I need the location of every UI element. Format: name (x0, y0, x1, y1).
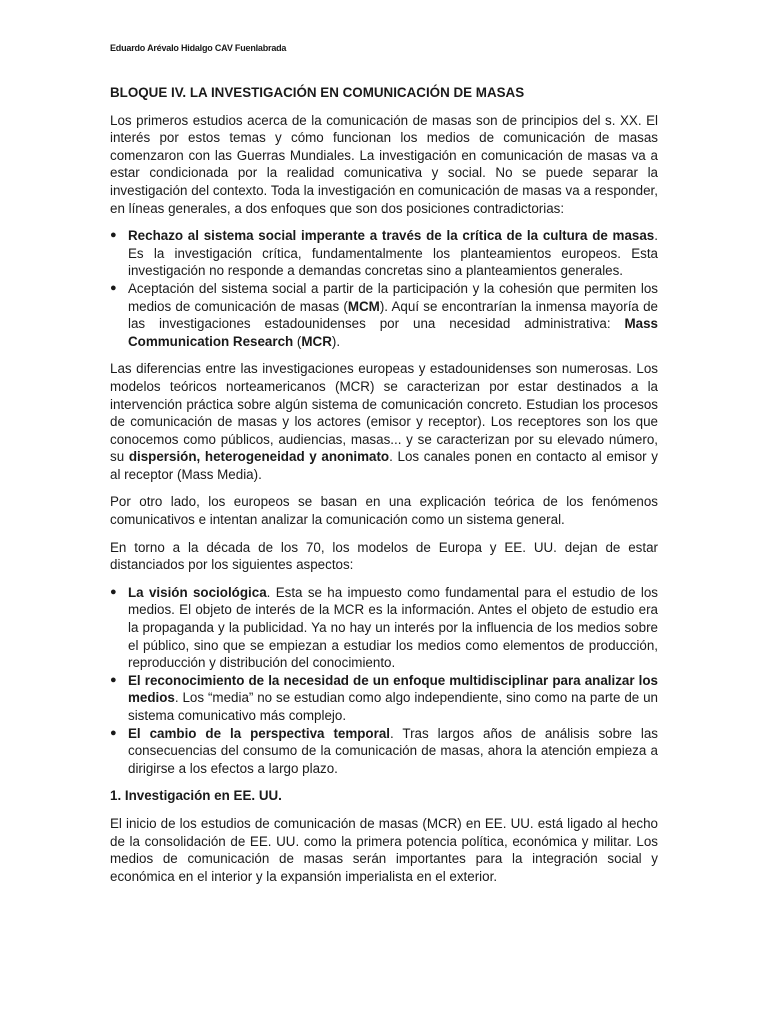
europeans-paragraph: Por otro lado, los europeos se basan en una explicación teórica de los fenómenos comunicativos e intentan analizar la comunicación como un sistema general. (110, 494, 658, 528)
document-body (110, 84, 658, 895)
item-text: ). (331, 333, 341, 349)
bullet-icon: ● (110, 229, 117, 242)
item-text: Aceptación del sistema social a partir de la participación y la cohesión que permiten los medios de comunicación de masas ( (128, 280, 658, 314)
section-paragraph: El inicio de los estudios de comunicación de masas (MCR) en EE. UU. está ligado al hecho de la consolidación de EE. UU. como la primera potencia política, económica y militar. Los medios de comunicación de masas serán importantes para la integración social y económica en el interior y la expansión imperialista en el exterior. (110, 815, 658, 884)
bold-text: dispersión, heterogeneidad y anonimato (128, 449, 390, 465)
page-header-author: Eduardo Arévalo Hidalgo CAV Fuenlabrada (110, 43, 287, 53)
document-title: BLOQUE IV. LA INVESTIGACIÓN EN COMUNICACIÓN DE MASAS (110, 85, 525, 100)
intro-paragraph: Los primeros estudios acerca de la comunicación de masas son de principios del s. XX. El interés por estos temas y cómo funcionan los medios de comunicación de masas comenzaron con las Guerras Mundiales. La investigación en comunicación de masas va a estar condicionada por la realidad comunicativa y social. No se puede separar la investigación del contexto. Toda la investigación en comunicación de masas va a responder, en líneas generales, a dos enfoques que son dos posiciones contradictorias: (110, 112, 658, 216)
bold-text: El reconocimiento de la necesidad de un enfoque multidisciplinar para analizar los medios (128, 672, 658, 706)
list-item (110, 280, 658, 350)
bold-text: Mass Communication Research (128, 316, 658, 349)
list-item (110, 672, 658, 725)
list-item (110, 227, 658, 280)
bullet-icon: ● (110, 281, 117, 294)
item-text: ). Aquí se encontrarían la inmensa mayoría de las investigaciones estadounidenses por una necesidad administrativa: (128, 298, 658, 332)
item-text: . Los “media” no se estudian como algo independiente, sino como na parte de un sistema comunicativo más complejo. (128, 690, 658, 723)
paragraph-text: Las diferencias entre las investigaciones europeas y estadounidenses son numerosas. Los modelos teóricos norteamericanos (MCR) se caracterizan por estar destinados a la intervención práctica sobre algún sistema de comunicación concreto. Estudian los procesos de comunicación de masas y los actores (emisor y receptor). Los receptores son los que conocemos como públicos, audiencias, masas... y se caracterizan por su elevado número, su (110, 361, 658, 465)
item-text: . Es la investigación crítica, fundamentalmente los planteamientos europeos. Esta investigación no responde a demandas concretas sino a planteamientos generales. (128, 228, 658, 279)
list-item (110, 725, 658, 778)
bullet-icon: ● (110, 673, 117, 686)
section-heading: 1. Investigación en EE. UU. (110, 788, 282, 804)
bold-text: El cambio de la perspectiva temporal (128, 725, 390, 741)
aspects-list (110, 584, 658, 778)
seventies-paragraph: En torno a la década de los 70, los modelos de Europa y EE. UU. dejan de estar distanciados por los siguientes aspectos: (110, 539, 658, 573)
bullet-icon: ● (110, 726, 117, 739)
bold-text: La visión sociológica (128, 584, 267, 600)
list-item (110, 584, 658, 672)
bold-text: MCM (347, 298, 380, 314)
bold-text: Rechazo al sistema social imperante a través de la crítica de la cultura de masas (128, 228, 655, 244)
item-text: . Esta se ha impuesto como fundamental para el estudio de los medios. El objeto de interés de la MCR es la información. Antes el objeto de estudio era la propaganda y la publicidad. Ya no hay un interés por la influencia de los medios sobre el público, sino que se empiezan a estudiar los medios como elementos de producción, reproducción y distribución del conocimiento. (128, 584, 659, 671)
bold-text: MCR (301, 333, 332, 349)
approaches-list (110, 227, 658, 350)
item-text: ( (293, 333, 302, 349)
bullet-icon: ● (110, 585, 117, 598)
differences-paragraph (110, 360, 658, 483)
paragraph-text: . Los canales ponen en contacto al emisor y al receptor (Mass Media). (110, 449, 658, 482)
item-text: . Tras largos años de análisis sobre las consecuencias del consumo de la comunicación de masas, ahora la atención empieza a dirigirse a los efectos a largo plazo. (128, 725, 658, 776)
